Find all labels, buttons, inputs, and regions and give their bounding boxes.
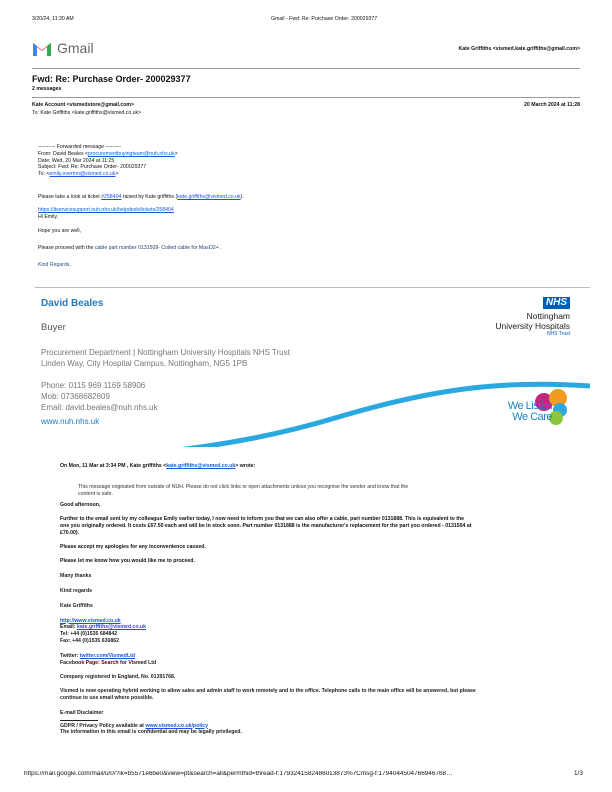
forwarded-block <box>38 144 244 269</box>
sig-email: Email: david.beales@nuh.nhs.uk <box>41 403 158 412</box>
fwd-subject: Subject: Fwd: Re: Purchase Order- 200029377 <box>38 164 147 171</box>
text: raised by Kate griffiths ( <box>121 193 178 200</box>
fwd-to-email-link[interactable]: emily.overton@vismed.co.uk <box>49 171 116 178</box>
text: On Mon, 11 Mar at 3:34 PM , Kate griffiths < <box>60 463 167 469</box>
quoted-email-link[interactable]: kate.griffiths@vismed.co.uk <box>166 463 236 469</box>
print-datetime: 3/20/24, 11:30 AM <box>32 16 74 22</box>
quoted-request: Please let me know how you would like me to proceed. <box>60 558 195 565</box>
fwd-from-email-link[interactable]: procurementbuyingteam@nuh.nhs.uk <box>88 150 175 157</box>
quoted-facebook: Facebook Page: Search for Vismed Ltd <box>60 659 157 666</box>
message-date: 20 March 2024 at 11:28 <box>524 102 580 108</box>
policy-link[interactable]: www.vismed.co.uk/policy <box>145 722 209 729</box>
message-count: 2 messages <box>32 86 62 92</box>
label: Twitter: <box>60 652 80 659</box>
sig-role: Buyer <box>41 322 66 333</box>
gmail-m-icon <box>32 40 52 56</box>
sig-name: David Beales <box>41 298 104 309</box>
quoted-email <box>60 624 476 631</box>
org-line: University Hospitals <box>495 321 570 331</box>
quoted-name: Kate Griffiths <box>60 602 93 609</box>
text: Please take a look at ticket <box>38 193 102 200</box>
regards: Kind Regards, <box>38 261 71 268</box>
label: From: David Beales < <box>38 150 89 157</box>
fwd-date: Date: Wed, 20 Mar 2024 at 11:25 <box>38 157 115 164</box>
quoted-twitter <box>60 653 476 660</box>
print-page-title: Gmail - Fwd: Re: Purchase Order- 200029377 <box>271 16 378 22</box>
ticket-link[interactable]: #258404 <box>101 193 122 200</box>
vismed-web-link[interactable]: http://www.vismed.co.uk <box>60 617 121 624</box>
warning-line: This message originated from outside of NUH. Please do not click links or open attachments unless you recognise the sender and know that the <box>78 483 409 490</box>
org-line: Nottingham <box>526 311 570 321</box>
text: > wrote: <box>235 463 256 469</box>
disclaimer-heading: E-mail Disclaimer <box>60 709 104 716</box>
text: Further to the email sent by my colleague Emily earlier today, I now need to inform you that we can also offer a cable, part number 0131888. This is equivalent to the <box>60 516 465 523</box>
ticket-line <box>38 194 244 201</box>
text: £70.00). <box>60 529 80 536</box>
quoted-message <box>60 463 476 736</box>
sig-dept: Procurement Department | Nottingham University Hospitals NHS Trust <box>41 348 290 357</box>
quoted-tel: Tel: +44 (0)1535 684842 <box>60 631 118 638</box>
forward-header: ---------- Forwarded message --------- <box>38 144 121 150</box>
text: GDPR / Privacy Policy available at <box>60 722 146 729</box>
greeting: Hi Emily, <box>38 213 59 220</box>
sig-address: Linden Way, City Hospital Campus, Nottingham, NG5 1PB <box>41 359 248 368</box>
org-name <box>495 311 570 337</box>
gmail-logo[interactable] <box>32 40 94 56</box>
divider <box>60 720 98 721</box>
quoted-regards: Kind regards <box>60 587 92 594</box>
thread-subject: Fwd: Re: Purchase Order- 200029377 <box>32 74 191 84</box>
print-url: https://mail.google.com/mail/u/0/?ik=b5571e6be0&view=pt&search=all&permthid=thread-f:1793241582486013873%7Cmsg-f:1794044504766946768… <box>24 771 453 777</box>
quoted-fax: Fax: +44 (0)1535 636862 <box>60 637 119 644</box>
quoted-thanks: Many thanks <box>60 573 92 580</box>
label: Email: <box>60 624 78 631</box>
text: ). <box>240 193 244 200</box>
text: one you originally ordered. It costs £67.50 each and will be in stock soon. Part number 0131888 is the manufacturer's replacement for the part you ordered - 0131504 at <box>60 522 472 529</box>
proceed-text <box>38 245 244 252</box>
divider <box>32 97 580 98</box>
quoted-apology: Please accept my apologies for any inconvenience caused. <box>60 543 206 550</box>
page-number: 1/3 <box>574 770 583 777</box>
sig-web: www.nuh.nhs.uk <box>41 417 100 426</box>
twitter-link[interactable]: twitter.com/VismedLtd <box>79 652 136 659</box>
quoted-greeting: Good afternoon, <box>60 502 101 509</box>
gmail-logo-text: Gmail <box>57 40 94 56</box>
ticket-email-link[interactable]: kate.griffiths@vismed.co.uk <box>177 193 241 200</box>
company-registration: Company registered in England, No. 01391768. <box>60 674 176 681</box>
part-number-text: cable part number 0131509- Coiled cable for MasO2+ <box>94 245 219 252</box>
quoted-intro <box>60 463 476 470</box>
sig-mob: Mob: 07368682609 <box>41 392 110 401</box>
label: To: < <box>38 171 50 178</box>
label: > <box>115 171 119 178</box>
warning-line: content is safe. <box>78 490 113 497</box>
hybrid-notice <box>60 688 476 702</box>
recipient: To: Kate Griffiths <kate.griffiths@vismed.co.uk> <box>32 110 142 116</box>
label: > <box>174 150 178 157</box>
text: . <box>218 245 222 252</box>
gdpr-line <box>60 723 476 730</box>
vismed-email-link[interactable]: kate.griffiths@vismed.co.uk <box>77 624 147 631</box>
slogan-line: We Care <box>512 411 552 423</box>
divider <box>32 68 580 69</box>
slogan-line: We Listen <box>507 400 552 412</box>
account-label: Kate Griffiths <vismed.kate.griffiths@gmail.com> <box>458 46 580 52</box>
fwd-from <box>38 151 244 158</box>
confidential-notice: The information in this email is confidential and may be legally privileged. <box>60 729 242 736</box>
sender: Kate Account <vismedstore@gmail.com> <box>32 102 135 108</box>
email-signature-image <box>35 287 590 447</box>
nhs-logo: NHS <box>543 297 570 309</box>
hope-text: Hope you are well, <box>38 228 81 235</box>
slogan <box>508 401 552 423</box>
ticket-url-link[interactable]: https://itservicesupport.nuh.nhs.uk/helpdesk/tickets/258404 <box>38 206 174 213</box>
sig-phone: Phone: 0115 969 1169 58906 <box>41 381 146 390</box>
org-line: NHS Trust <box>546 331 570 337</box>
external-warning <box>78 484 476 498</box>
text: Please proceed with the <box>38 245 95 252</box>
text: Vismed is now operating hybrid working to allow sales and admin staff to work remotely and in the office. Telephone calls to the main office will be answered, but please <box>60 688 476 695</box>
text: continue to use email where possible. <box>60 694 154 701</box>
fwd-to <box>38 171 244 178</box>
quoted-paragraph <box>60 516 476 536</box>
